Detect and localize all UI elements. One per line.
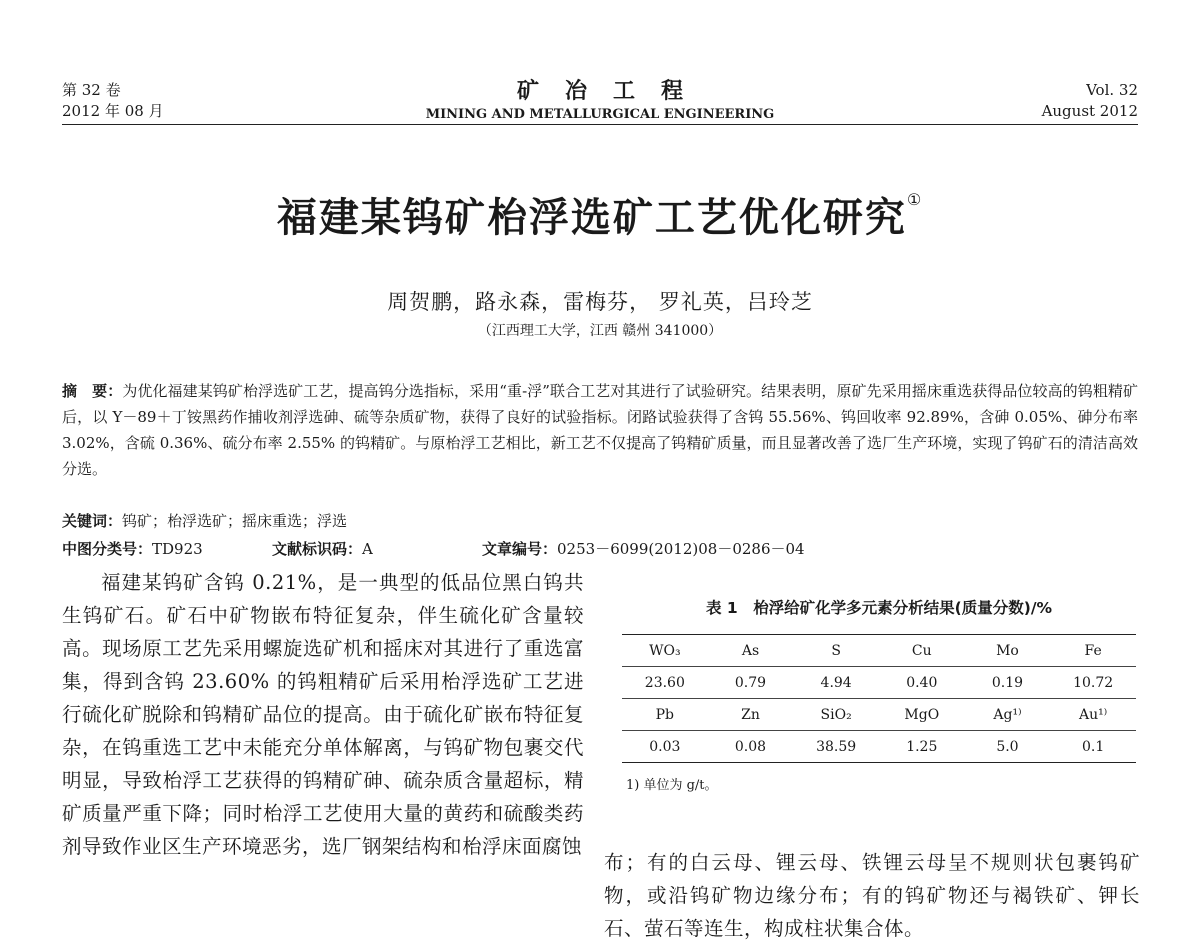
table-cell: As (708, 635, 794, 667)
body-left-column (62, 566, 584, 863)
keywords-label: 关键词： (62, 512, 123, 530)
table-cell: 38.59 (793, 731, 879, 763)
table-cell: 1.25 (879, 731, 965, 763)
doc-code-group (272, 536, 482, 562)
table-cell: 10.72 (1050, 667, 1136, 699)
clc-label: 中图分类号： (62, 540, 153, 558)
keywords-text: 钨矿；枱浮选矿；摇床重选；浮选 (122, 512, 348, 530)
keywords (62, 508, 347, 534)
article-number-label: 文章编号： (482, 540, 558, 558)
table-cell: 0.40 (879, 667, 965, 699)
element-analysis-table (622, 634, 1136, 763)
body-right-column (604, 846, 1140, 945)
body-paragraph-mineral: 布；有的白云母、锂云母、铁锂云母呈不规则状包裹钨矿物，或沿钨矿物边缘分布；有的钨矿物还与褐铁矿、钾长石、萤石等连生，构成柱状集合体。 (604, 851, 1140, 940)
table-header-row-2 (622, 699, 1136, 731)
affiliation: （江西理工大学，江西 赣州 341000） (477, 323, 723, 339)
table-cell: 0.1 (1050, 731, 1136, 763)
article-number-group (482, 536, 805, 562)
table-cell: 5.0 (965, 731, 1051, 763)
table-cell: WO₃ (622, 635, 708, 667)
table-cell: 4.94 (793, 667, 879, 699)
table-cell: Zn (708, 699, 794, 731)
table-cell: Ag¹⁾ (965, 699, 1051, 731)
table-footnote: 1) 单位为 g/t。 (626, 778, 718, 793)
table-cell: 0.19 (965, 667, 1051, 699)
article-number-value: 0253－6099(2012)08－0286－04 (557, 540, 805, 558)
table-cell: Mo (965, 635, 1051, 667)
doc-code-label: 文献标识码： (272, 540, 363, 558)
table-cell: S (793, 635, 879, 667)
date-en: August 2012 (1041, 102, 1138, 120)
volume-en: Vol. 32 (1086, 81, 1138, 99)
abstract-text: 为优化福建某钨矿枱浮选矿工艺，提高钨分选指标，采用“重-浮”联合工艺对其进行了试验研究。结果表明，原矿先采用摇床重选获得品位较高的钨粗精矿后，以 Y－89＋丁铵黑药作捕收剂浮选砷、硫等杂质矿物，获得了良好的试验指标。闭路试验获得了含钨 55.56%、钨回收率 92.89%，含砷 0.05%、砷分布率 3.02%，含硫 0.36%、硫分布率 2.55% 的钨精矿。与原枱浮工艺相比，新工艺不仅提高了钨精矿质量，而且显著改善了选厂生产环境，实现了钨矿石的清洁高效分选。 (62, 382, 1138, 478)
doc-code-value: A (362, 540, 373, 558)
header-center (0, 74, 1200, 122)
table-cell: Au¹⁾ (1050, 699, 1136, 731)
table-cell: 0.79 (708, 667, 794, 699)
classification-line (62, 536, 1138, 562)
table-cell: Pb (622, 699, 708, 731)
table-cell: MgO (879, 699, 965, 731)
journal-name-cn: 矿冶工程 (516, 78, 709, 104)
body-paragraph-intro: 福建某钨矿含钨 0.21%，是一典型的低品位黑白钨共生钨矿石。矿石中矿物嵌布特征复杂，伴生硫化矿含量较高。现场原工艺先采用螺旋选矿机和摇床对其进行了重选富集，得到含钨 23.60% 的钨粗精矿后采用枱浮选矿工艺进行硫化矿脱除和钨精矿品位的提高。由于硫化矿嵌布特征复杂，在钨重选工艺中未能充分单体解离，与钨矿物包裹交代明显，导致枱浮工艺获得的钨精矿砷、硫杂质含量超标，精矿质量严重下降；同时枱浮工艺使用大量的黄药和硫酸类药剂导致作业区生产环境恶劣，选厂钢架结构和枱浮床面腐蚀 (62, 571, 584, 858)
table-cell: Fe (1050, 635, 1136, 667)
header-right (1042, 80, 1138, 122)
title-footnote-mark: ① (906, 190, 924, 209)
volume-cn: 第 32 卷 (62, 81, 121, 99)
abstract-label: 摘 要： (62, 382, 123, 400)
header-rule (62, 124, 1138, 125)
table-cell: 0.08 (708, 731, 794, 763)
table-cell: Cu (879, 635, 965, 667)
table-header-row-1 (622, 635, 1136, 667)
table-value-row-1 (622, 667, 1136, 699)
title-text: 福建某钨矿枱浮选矿工艺优化研究 (276, 195, 907, 241)
journal-name-en: MINING AND METALLURGICAL ENGINEERING (425, 107, 775, 122)
table-cell: 23.60 (622, 667, 708, 699)
article-title (0, 186, 1200, 243)
table-value-row-2 (622, 731, 1136, 763)
clc-value: TD923 (152, 540, 203, 558)
clc-group (62, 536, 272, 562)
table-caption: 表 1 枱浮给矿化学多元素分析结果(质量分数)/% (705, 599, 1053, 617)
authors: 周贺鹏，路永森，雷梅芬， 罗礼英，吕玲芝 (387, 290, 813, 314)
date-cn: 2012 年 08 月 (62, 102, 164, 120)
table-cell: SiO₂ (793, 699, 879, 731)
table-cell: 0.03 (622, 731, 708, 763)
abstract (62, 378, 1138, 482)
